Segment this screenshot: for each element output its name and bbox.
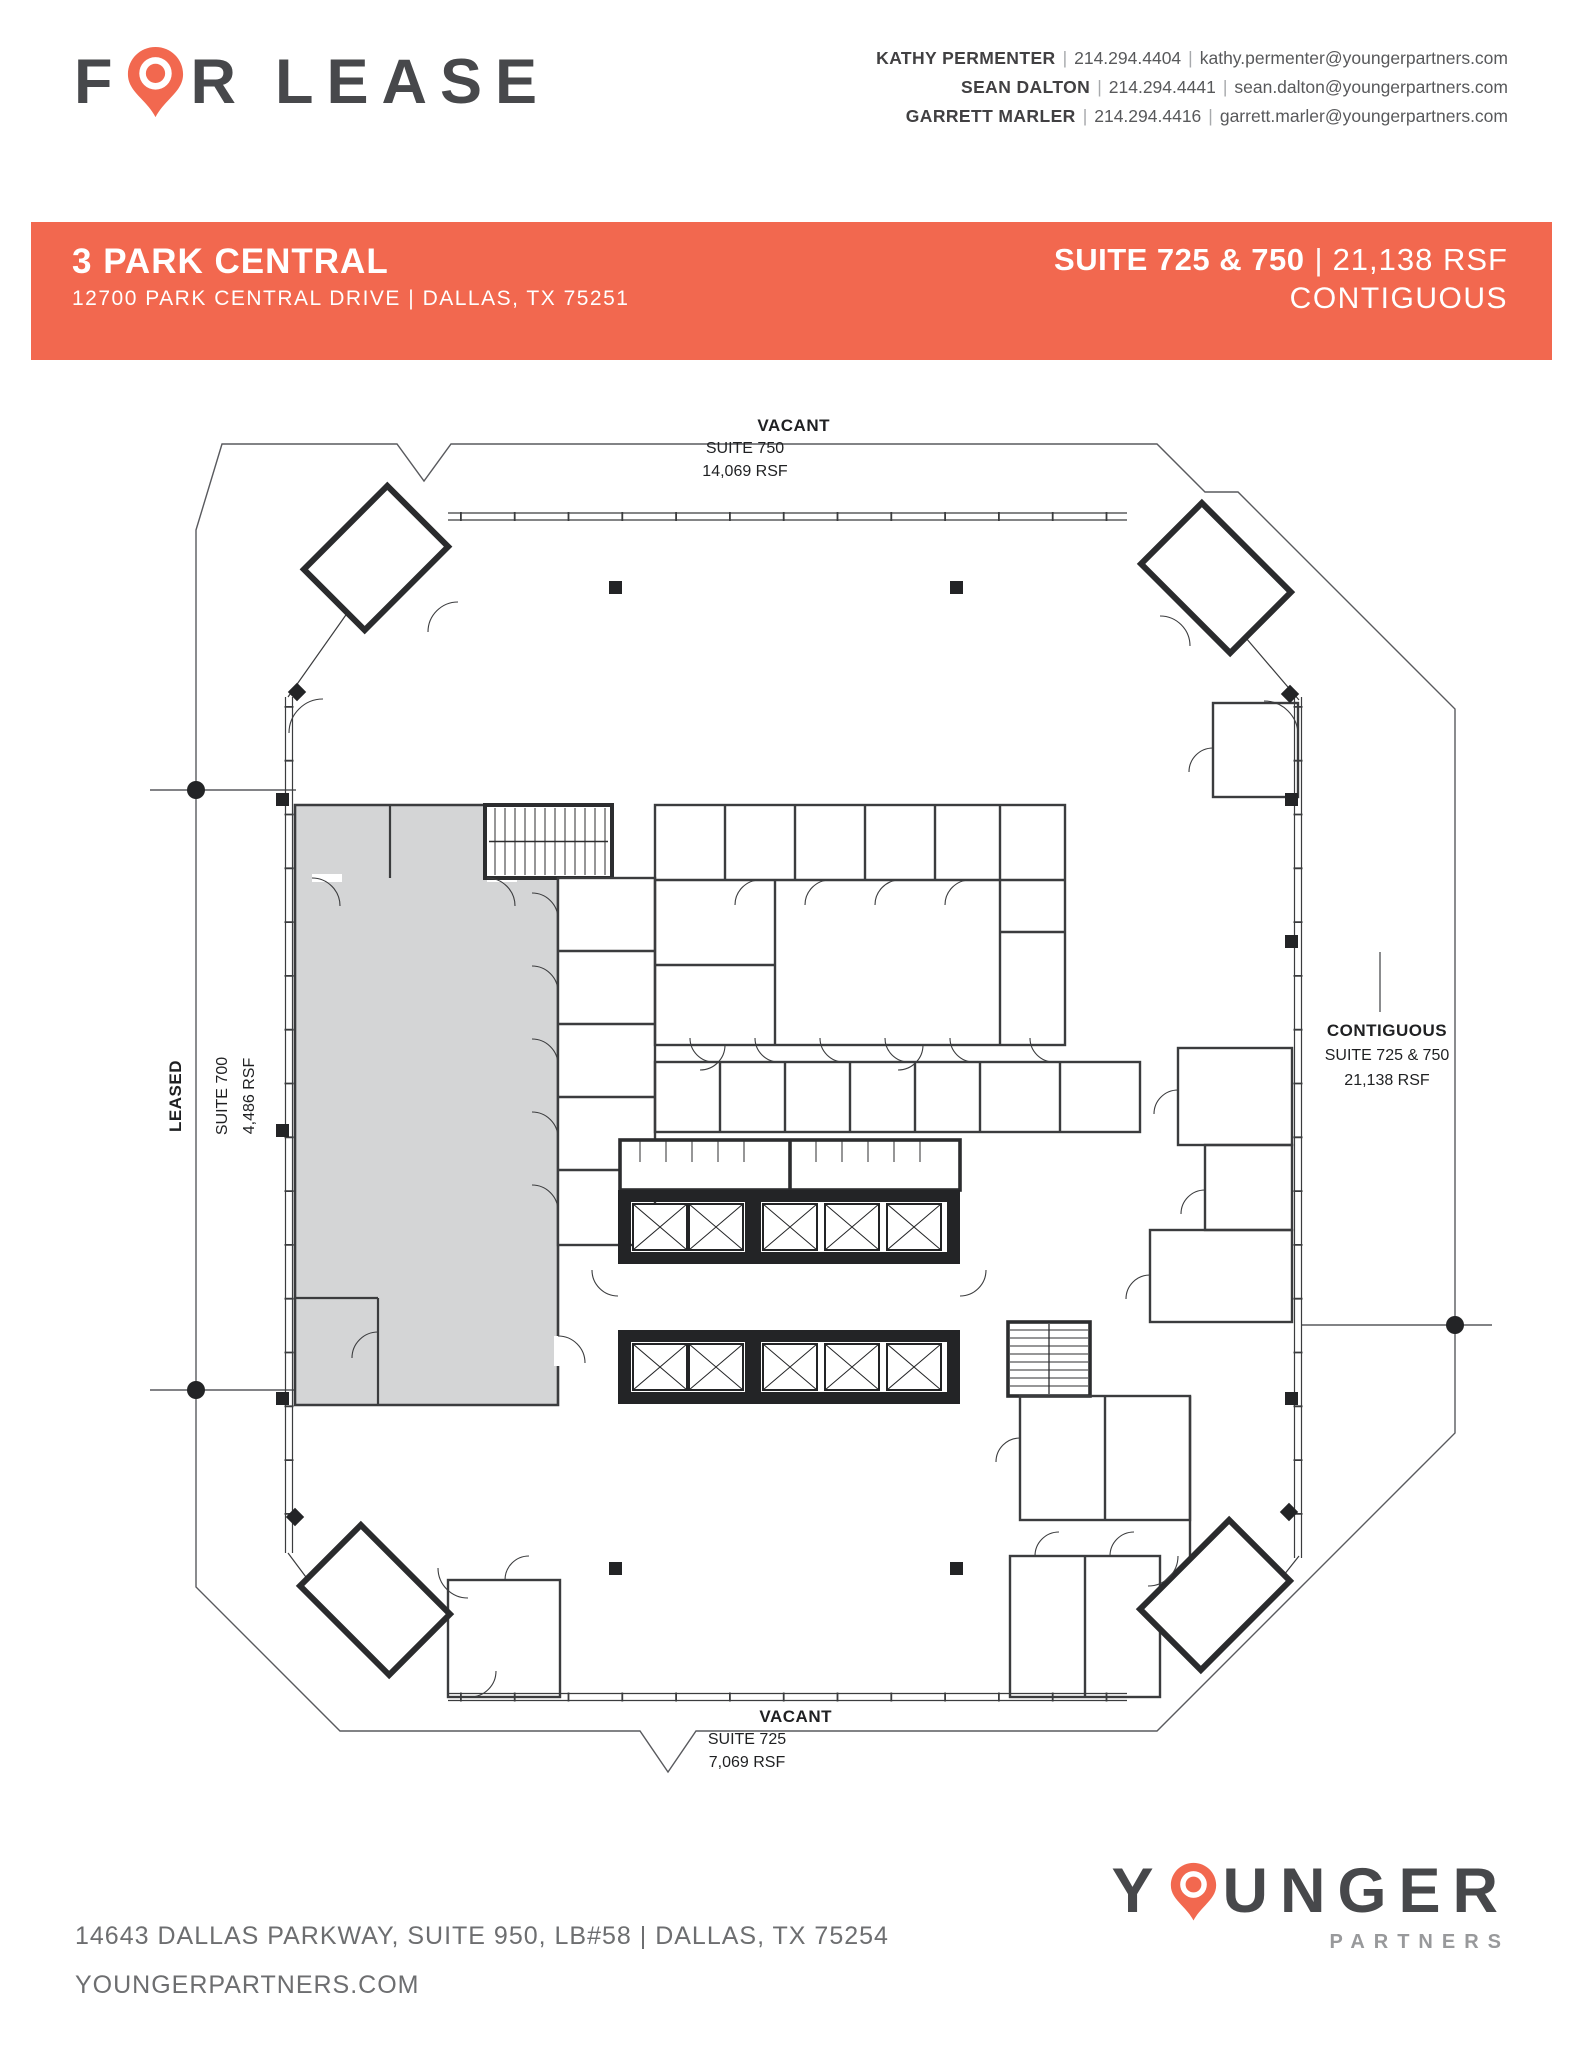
contact-phone: 214.294.4441	[1108, 77, 1216, 97]
elevator-bank-lower	[618, 1330, 960, 1404]
logo-word: LEASE	[274, 47, 551, 117]
suite-number: SUITE 725 & 750	[1324, 1047, 1450, 1064]
office-cluster-south	[448, 1556, 1160, 1697]
contact-phone: 214.294.4416	[1094, 106, 1202, 126]
location-pin-icon	[1170, 1862, 1217, 1922]
restrooms	[620, 1140, 960, 1190]
suite-area: 7,069 RSF	[708, 1754, 786, 1771]
logo-letter: Y	[1111, 1856, 1166, 1926]
contact-email[interactable]: sean.dalton@youngerpartners.com	[1234, 77, 1508, 97]
divider: |	[1314, 242, 1323, 277]
divider: |	[1222, 77, 1228, 97]
logo-word: UNGER	[1222, 1856, 1510, 1926]
contiguous-label: CONTIGUOUS	[1289, 282, 1508, 315]
contact-name: KATHY PERMENTER	[876, 48, 1056, 68]
footer-address: 14643 DALLAS PARKWAY, SUITE 950, LB#58 | DALLAS, TX 75254	[75, 1922, 889, 1950]
logo-subtitle: PARTNERS	[1329, 1931, 1510, 1953]
office-row-mid	[655, 1062, 1140, 1132]
suite-area: 21,138 RSF	[1344, 1072, 1430, 1089]
label-suite-750	[660, 414, 830, 483]
property-title: 3 PARK CENTRAL	[72, 242, 389, 281]
contact-email[interactable]: kathy.permenter@youngerpartners.com	[1199, 48, 1508, 68]
divider: |	[1097, 77, 1102, 97]
divider: |	[1208, 106, 1213, 126]
divider: |	[1188, 48, 1193, 68]
divider: |	[1082, 106, 1088, 126]
contiguous-status: CONTIGUOUS	[1326, 1021, 1448, 1040]
vacancy-status: VACANT	[757, 416, 830, 435]
suite-700-leased-area	[295, 805, 562, 1405]
label-leased: LEASED	[166, 1060, 185, 1132]
label-suite-725	[662, 1705, 832, 1774]
label-contiguous	[1316, 1018, 1458, 1093]
suite-area: 14,069 RSF	[702, 463, 788, 480]
vacancy-status: VACANT	[759, 1707, 832, 1726]
label-suite-700: SUITE 700	[214, 1056, 231, 1136]
stairwell-west	[485, 805, 612, 878]
rsf-label: 21,138 RSF	[1332, 242, 1508, 277]
logo-letter: R	[190, 47, 249, 117]
suite-number: SUITE 750	[705, 440, 785, 457]
younger-partners-logo	[1111, 1856, 1510, 1954]
contact-email[interactable]: garrett.marler@youngerpartners.com	[1219, 106, 1508, 126]
property-address: 12700 PARK CENTRAL DRIVE | DALLAS, TX 75251	[72, 287, 630, 310]
label-suite-700-area: 4,486 RSF	[241, 1057, 258, 1135]
divider: |	[1062, 48, 1068, 68]
suite-number: SUITE 725	[707, 1731, 787, 1748]
contact-name: GARRETT MARLER	[905, 106, 1076, 126]
contact-name: SEAN DALTON	[961, 77, 1091, 97]
office-cluster-north	[655, 805, 1065, 1045]
elevator-bank-upper	[618, 1190, 960, 1264]
stairwell-east	[1008, 1322, 1090, 1396]
footer-block	[75, 1912, 889, 2010]
suite-label: SUITE 725 & 750	[1054, 242, 1305, 277]
contact-phone: 214.294.4404	[1074, 48, 1182, 68]
footer-website[interactable]: YOUNGERPARTNERS.COM	[75, 1971, 420, 1999]
logo-letter: F	[74, 47, 126, 117]
